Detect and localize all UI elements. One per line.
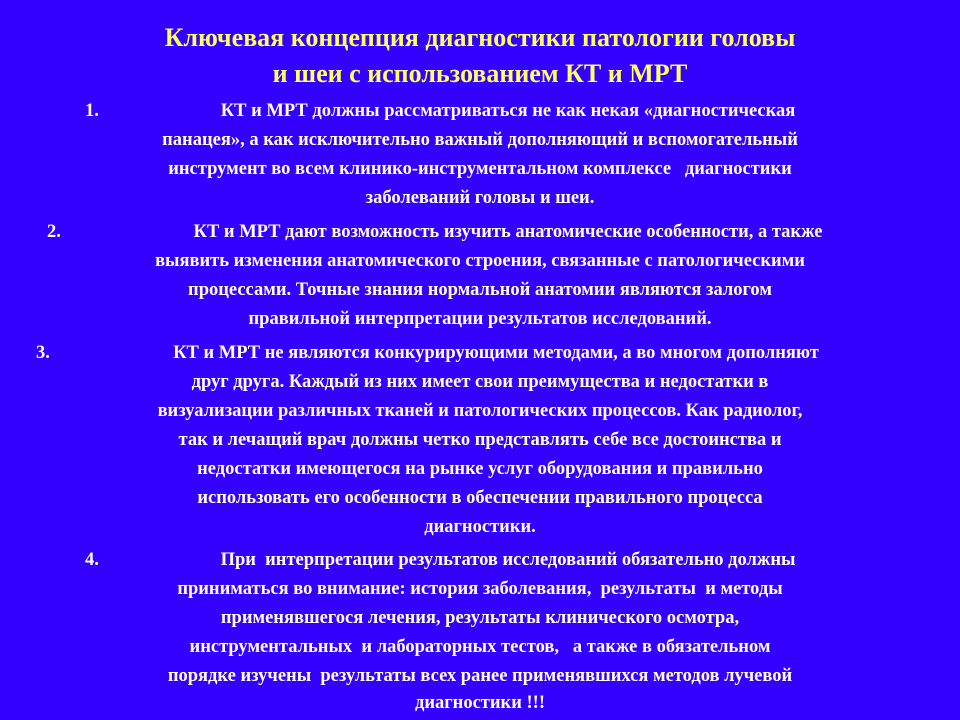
list-item-text-line: КТ и МРТ должны рассматриваться не как некая «диагностическая [220,101,796,121]
list-item-text-line: инструментальных и лабораторных тестов, а также в обязательном [189,637,771,657]
list-item-text-line: диагностики !!! [415,693,545,713]
list-item-text-line: использовать его особенности в обеспечении правильного процесса [197,488,763,508]
list-item-text-line: процессами. Точные знания нормальной анатомии являются залогом [188,280,772,300]
list-item-text-line: панацея», а как исключительно важный дополняющий и вспомогательный [162,130,798,150]
list-item-text-line: При интерпретации результатов исследований обязательно должны [220,550,796,570]
list-item-text-line: правильной интерпретации результатов исследований. [248,309,712,329]
list-item-number: 2. [47,222,61,242]
list-item-number: 3. [36,343,50,363]
list-item-text-line: порядке изучены результаты всех ранее применявшихся методов лучевой [167,666,793,686]
list-item-number: 4. [85,550,99,570]
slide-title-line-2: и шеи с использованием КТ и МРТ [272,59,688,88]
list-item-text-line: выявить изменения анатомического строения, связанные с патологическими [155,251,805,271]
list-item-number: 1. [85,101,99,121]
list-item-text-line: визуализации различных тканей и патологических процессов. Как радиолог, [157,401,803,421]
list-item-text-line: КТ и МРТ не являются конкурирующими методами, а во многом дополняют [173,343,819,363]
slide-title-line-1: Ключевая концепция диагностики патологии головы [164,23,796,52]
list-item-text-line: КТ и МРТ дают возможность изучить анатомические особенности, а также [193,222,823,242]
list-item-text-line: инструмент во всем клинико-инструментальном комплексе диагностики [168,159,792,179]
list-item-text-line: применявшегося лечения, результаты клинического осмотра, [220,608,740,628]
list-item-text-line: недостатки имеющегося на рынке услуг оборудования и правильно [197,459,763,479]
list-item-text-line: диагностики. [424,517,536,537]
list-item-text-line: друг друга. Каждый из них имеет свои преимущества и недостатки в [191,372,769,392]
list-item-text-line: приниматься во внимание: история заболевания, результаты и методы [177,579,783,599]
list-item-text-line: заболеваний головы и шеи. [365,188,595,208]
list-item-text-line: так и лечащий врач должны четко представлять себе все достоинства и [178,430,782,450]
